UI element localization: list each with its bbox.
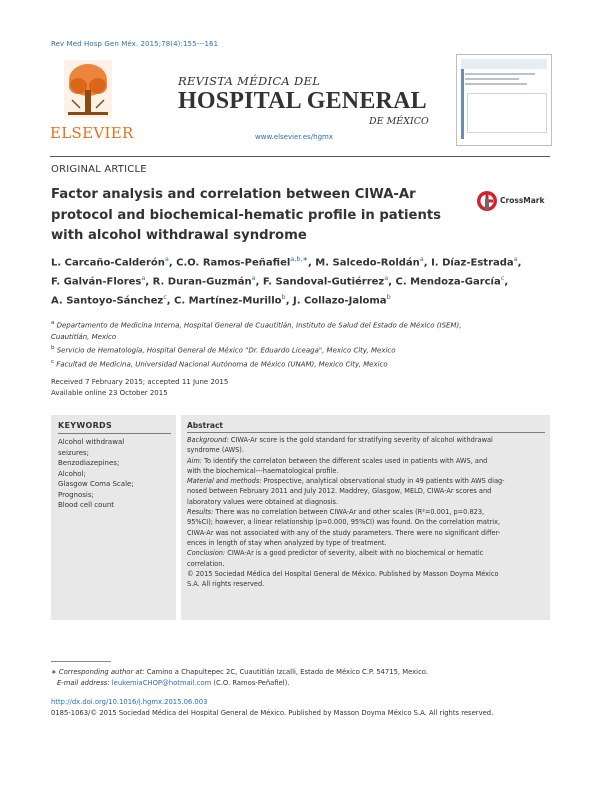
author-name: J. Collazo-Jaloma bbox=[292, 294, 387, 306]
footnote-rule bbox=[51, 661, 111, 662]
keyword-item: Prognosis; bbox=[58, 490, 94, 499]
author-affiliation-mark[interactable]: a bbox=[513, 255, 518, 263]
article-dates bbox=[51, 377, 228, 398]
author-line bbox=[51, 252, 551, 271]
abstract-box bbox=[181, 415, 550, 620]
section-label: Results: bbox=[187, 508, 214, 517]
author-name: R. Duran-Guzmán bbox=[152, 276, 252, 288]
author-separator: , bbox=[423, 257, 432, 269]
abstract-title: Abstract bbox=[187, 421, 545, 433]
section-text: To identify the correlaton between the different scales used in patients with AWS, and bbox=[202, 456, 488, 465]
abstract-background bbox=[187, 435, 545, 456]
section-text: CIWA-Ar score is the gold standard for stratifying severity of alcohol withdrawal bbox=[228, 436, 493, 444]
affiliation-c bbox=[51, 357, 551, 371]
keyword-item: Benzodiazepines; bbox=[58, 459, 120, 467]
cover-line bbox=[465, 78, 519, 80]
crossmark-label: CrossMark bbox=[500, 196, 545, 205]
keyword-item: Alcohol withdrawal bbox=[58, 438, 125, 446]
author-name: L. Carcaño-Calderón bbox=[51, 257, 165, 269]
section-label: Aim: bbox=[187, 456, 202, 465]
affiliation-label: c bbox=[51, 359, 55, 366]
author-affiliation-mark[interactable]: c bbox=[500, 273, 505, 282]
cover-line bbox=[465, 83, 527, 85]
title-line: with alcohol withdrawal syndrome bbox=[51, 228, 307, 243]
abstract-conclusion bbox=[187, 548, 545, 569]
section-text: ences in length of stay when analyzed by type of treatment. bbox=[187, 538, 387, 547]
keyword-item: Alcohol; bbox=[58, 469, 86, 478]
section-text: Prospective, analytical observational study in 49 patients with AWS diag- bbox=[261, 477, 505, 486]
affiliation-label: a bbox=[51, 320, 55, 326]
author-line bbox=[51, 271, 551, 290]
article-title bbox=[51, 185, 451, 247]
affiliation-text: Servicio de Hematología, Hospital General de México "Dr. Eduardo Liceaga", Mexico City, Mexico bbox=[56, 346, 396, 355]
copyright-text: © 2015 Sociedad Médica del Hospital General de México. Published by Masson Doyma México bbox=[187, 569, 499, 578]
section-text: syndrome (AWS). bbox=[187, 446, 244, 455]
section-text: 95%CI); however, a linear relationship (p=0.000, 95%CI) was found. On the correlation matrix, bbox=[187, 518, 501, 527]
footnote-text: Camino a Chapultepec 2C, Cuautitlán Izcalli, Estado de México C.P. 54715, Mexico. bbox=[144, 668, 429, 676]
journal-name-main: HOSPITAL GENERAL bbox=[178, 88, 427, 114]
keyword-item: Glasgow Coma Scale; bbox=[58, 480, 134, 488]
affiliation-label: b bbox=[51, 345, 55, 352]
section-text: CIWA-Ar is a good predictor of severity, albeit with no biochemical or hematic bbox=[225, 549, 484, 558]
affiliation-a bbox=[51, 318, 551, 332]
email-label: E-mail address: bbox=[57, 678, 110, 687]
section-text: nosed between February 2011 and July 2012. Maddrey, Glasgow, MELD, CIWA-Ar scores and bbox=[187, 487, 492, 496]
cover-side-band bbox=[461, 69, 464, 139]
author-separator: , bbox=[504, 276, 509, 288]
author-affiliation-mark[interactable]: a bbox=[384, 273, 389, 282]
section-label: Conclusion: bbox=[187, 549, 226, 558]
author-separator: , bbox=[255, 276, 263, 288]
author-separator: , bbox=[285, 294, 293, 306]
online-date: Available online 23 October 2015 bbox=[51, 388, 168, 397]
section-text: correlation. bbox=[187, 559, 225, 568]
elsevier-tree-icon bbox=[64, 60, 112, 118]
bottom-info bbox=[51, 697, 493, 718]
affiliation-a-cont: Cuautitlán, Mexico bbox=[51, 332, 117, 341]
journal-name-sub: DE MÉXICO bbox=[369, 116, 429, 127]
crossmark-icon bbox=[476, 190, 498, 212]
author-separator: , bbox=[168, 257, 177, 269]
keyword-item: Blood cell count bbox=[58, 501, 114, 509]
citation[interactable]: Rev Med Hosp Gen Méx. 2015;78(4):155---161 bbox=[51, 40, 219, 48]
affiliation-text: Departamento de Medicina Interna, Hospital General de Cuautitlán, Instituto de Salud del Estado de México (ISEM), bbox=[56, 321, 462, 330]
section-text: There was no correlation between CIWA-Ar and other scales (R²=0.001, p=0.823, bbox=[213, 508, 485, 517]
corresponding-author-footnote bbox=[51, 667, 428, 688]
author-name: C. Mendoza-García bbox=[395, 276, 501, 288]
author-separator: , bbox=[517, 257, 522, 269]
elsevier-wordmark: ELSEVIER bbox=[50, 124, 134, 142]
author-affiliation-mark[interactable]: b bbox=[386, 292, 391, 301]
author-name: C. Martínez-Murillo bbox=[174, 294, 282, 306]
author-list bbox=[51, 252, 551, 308]
keywords-title: KEYWORDS bbox=[58, 421, 171, 434]
section-label: Material and methods: bbox=[187, 477, 262, 486]
abstract-methods bbox=[187, 476, 545, 507]
section-text: laboratory values were obtained at diagnosis. bbox=[187, 497, 339, 506]
email-link[interactable]: leukemiaCHOP@hotmail.com bbox=[111, 678, 212, 687]
author-name: M. Salcedo-Roldán bbox=[315, 257, 420, 269]
journal-url-link[interactable]: www.elsevier.es/hgmx bbox=[255, 133, 333, 141]
author-separator: , bbox=[388, 276, 396, 288]
footnote-label: Corresponding author at: bbox=[58, 668, 145, 676]
section-label: Background: bbox=[187, 436, 229, 444]
author-affiliation-mark[interactable]: c bbox=[163, 292, 167, 301]
header-rule bbox=[50, 156, 550, 157]
author-affiliation-mark[interactable]: b bbox=[281, 292, 286, 301]
author-affiliation-mark[interactable]: a bbox=[419, 255, 424, 263]
doi-link[interactable]: http://dx.doi.org/10.1016/j.hgmx.2015.06.003 bbox=[51, 698, 208, 706]
abstract-results bbox=[187, 507, 545, 548]
affiliation-b bbox=[51, 343, 551, 357]
author-separator: , bbox=[145, 276, 153, 288]
journal-cover-thumbnail[interactable] bbox=[456, 54, 552, 146]
author-separator: , bbox=[166, 294, 175, 306]
author-line bbox=[51, 290, 551, 309]
cover-line bbox=[465, 73, 535, 75]
journal-name-top: REVISTA MÉDICA DEL bbox=[178, 74, 321, 88]
email-owner: (C.O. Ramos-Peñafiel). bbox=[211, 678, 290, 687]
cover-contents-box bbox=[467, 93, 547, 133]
author-affiliation-mark[interactable]: a bbox=[164, 255, 169, 263]
footnote-star: ∗ bbox=[51, 668, 57, 676]
author-name: C.O. Ramos-Peñafiel bbox=[176, 257, 291, 269]
author-name: F. Galván-Flores bbox=[51, 276, 142, 288]
abstract-copyright bbox=[187, 569, 545, 590]
keywords-box bbox=[51, 415, 176, 620]
keyword-item: seizures; bbox=[58, 448, 90, 457]
section-text: CIWA-Ar was not associated with any of the study parameters. There were no significant differ- bbox=[187, 528, 501, 537]
affiliations bbox=[51, 318, 551, 371]
elsevier-logo bbox=[50, 60, 134, 144]
section-text: with the biochemical---haematological profile. bbox=[187, 466, 339, 475]
affiliation-text: Facultad de Medicina, Universidad Nacional Autónoma de México (UNAM), Mexico City, Mexico bbox=[56, 360, 388, 369]
author-name: A. Santoyo-Sánchez bbox=[51, 294, 164, 306]
copyright-text: S.A. All rights reserved. bbox=[187, 580, 265, 589]
corresponding-email bbox=[51, 678, 428, 689]
author-name: I. Díaz-Estrada bbox=[431, 257, 514, 269]
issn-copyright: 0185-1063/© 2015 Sociedad Médica del Hospital General de México. Published by Masson Doyma México S.A. All rights reserved. bbox=[51, 708, 494, 717]
title-line: protocol and biochemical-hematic profile in patients bbox=[51, 207, 442, 223]
author-affiliation-mark[interactable]: a bbox=[251, 273, 256, 282]
crossmark-badge[interactable] bbox=[476, 190, 554, 212]
received-date: Received 7 February 2015; accepted 11 June 2015 bbox=[51, 378, 229, 386]
corresponding-address bbox=[51, 667, 428, 678]
article-type: ORIGINAL ARTICLE bbox=[51, 164, 147, 175]
cover-header bbox=[461, 59, 547, 69]
abstract-aim bbox=[187, 456, 545, 477]
author-name: F. Sandoval-Gutiérrez bbox=[262, 276, 385, 288]
author-affiliation-mark[interactable]: a bbox=[141, 273, 146, 282]
author-separator: , bbox=[307, 257, 316, 269]
author-affiliation-mark[interactable]: a,b,∗ bbox=[290, 255, 308, 263]
title-line: Factor analysis and correlation between CIWA-Ar bbox=[51, 187, 416, 202]
